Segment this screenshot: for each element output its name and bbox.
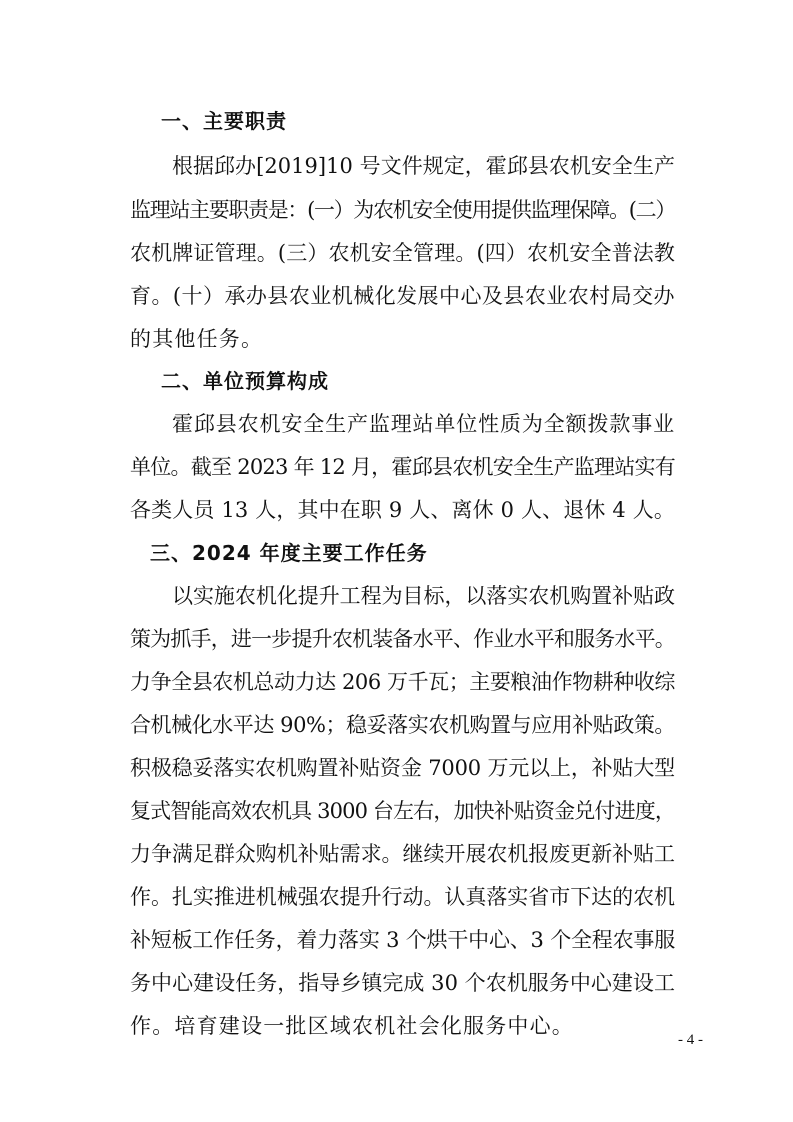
section-heading-budget-composition: 二、单位预算构成 (161, 369, 329, 393)
paragraph-line: 务中心建设任务，指导乡镇完成 30 个农机服务中心建设工 (130, 971, 675, 995)
paragraph-line: 复式智能高效农机具 3000 台左右，加快补贴资金兑付进度， (130, 799, 675, 823)
section-heading-main-duties: 一、主要职责 (161, 109, 287, 133)
paragraph-line: 监理站主要职责是：(一）为农机安全使用提供监理保障。(二） (130, 198, 675, 222)
paragraph-line: 力争全县农机总动力达 206 万千瓦；主要粮油作物耕种收综 (130, 670, 675, 694)
paragraph-line: 根据邱办[2019]10 号文件规定，霍邱县农机安全生产 (172, 154, 675, 178)
paragraph-line: 农机牌证管理。(三）农机安全管理。(四）农机安全普法教 (130, 241, 675, 265)
paragraph-line: 策为抓手，进一步提升农机装备水平、作业水平和服务水平。 (130, 627, 675, 651)
paragraph-line: 力争满足群众购机补贴需求。继续开展农机报废更新补贴工 (130, 842, 675, 866)
paragraph-line: 作。培育建设一批区域农机社会化服务中心。 (130, 1014, 574, 1038)
paragraph-line: 补短板工作任务，着力落实 3 个烘干中心、3 个全程农事服 (130, 928, 675, 952)
page-number: - 4 - (678, 1032, 703, 1048)
paragraph-line: 以实施农机化提升工程为目标，以落实农机购置补贴政 (172, 584, 675, 608)
paragraph-line: 积极稳妥落实农机购置补贴资金 7000 万元以上，补贴大型 (130, 756, 675, 780)
paragraph-line: 合机械化水平达 90%；稳妥落实农机购置与应用补贴政策。 (130, 713, 675, 737)
paragraph-line: 霍邱县农机安全生产监理站单位性质为全额拨款事业 (172, 412, 675, 436)
paragraph-line: 作。扎实推进机械强农提升行动。认真落实省市下达的农机 (130, 885, 675, 909)
paragraph-line: 的其他任务。 (130, 327, 264, 351)
paragraph-line: 各类人员 13 人，其中在职 9 人、离休 0 人、退休 4 人。 (130, 498, 675, 522)
section-heading-2024-tasks: 三、2024 年度主要工作任务 (150, 541, 428, 565)
paragraph-line: 育。(十）承办县农业机械化发展中心及县农业农村局交办 (130, 284, 675, 308)
paragraph-line: 单位。截至 2023 年 12 月，霍邱县农机安全生产监理站实有 (130, 455, 675, 479)
